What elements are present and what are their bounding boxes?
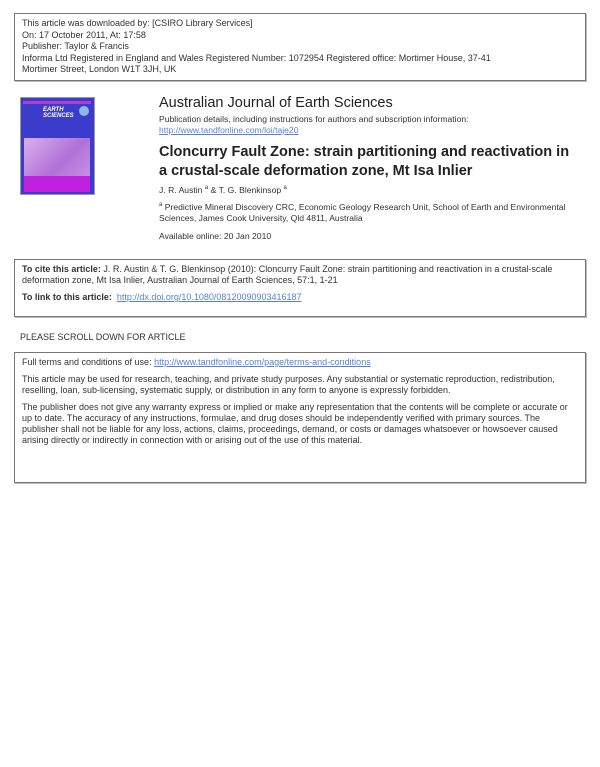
citation-box (14, 259, 586, 317)
terms-row: Full terms and conditions of use: http://www.tandfonline.com/page/terms-and-conditions (22, 357, 371, 367)
downloaded-by: This article was downloaded by: [CSIRO Library Services] (22, 18, 253, 28)
usage-terms: This article may be used for research, teaching, and private study purposes. Any substantial or systematic reproduction, redistribution, reselling, loan, sub-licensing, systematic supply, or distribution in any form to anyone is expressly forbidden. (22, 374, 555, 395)
authors: J. R. Austin $^a$ & T. G. Blenkinsop $^a$ (159, 184, 287, 195)
cover-logo: EARTH SCIENCES (43, 107, 74, 119)
article-title: Cloncurry Fault Zone: strain partitioning and reactivation in a crustal-scale deformation zone, Mt Isa Inlier (159, 144, 570, 179)
address: Mortimer Street, London W1T 3JH, UK (22, 64, 177, 74)
doi-link[interactable]: http://dx.doi.org/10.1080/08120090903416187 (116, 292, 302, 302)
article-header (159, 95, 579, 242)
journal-cover-image (20, 97, 95, 195)
journal-title: Australian Journal of Earth Sciences (159, 95, 393, 111)
download-info-box (14, 13, 586, 81)
scroll-notice: PLEASE SCROLL DOWN FOR ARTICLE (20, 332, 186, 342)
registration: Informa Ltd Registered in England and Wales Registered Number: 1072954 Registered office: Mortimer House, 37-41 (22, 52, 491, 63)
journal-link[interactable]: http://www.tandfonline.com/loi/taje20 (159, 124, 299, 135)
disclaimer: The publisher does not give any warranty express or implied or make any representation that the contents will be complete or accurate or up to date. The accuracy of any instructions, formulae, and drug doses should be independently verified with primary sources. The publisher shall not be liable for any loss, actions, claims, proceedings, demand, or costs or damages whatsoever or howsoever caused arising directly or indirectly in connection with or arising out of the use of this material. (22, 402, 568, 445)
citation: To cite this article: J. R. Austin & T. G. Blenkinsop (2010): Cloncurry Fault Zone: strain partitioning and reactivation in a crustal-scale deformation zone, Mt Isa Inlier, Australian Journal of Earth Sciences, 57:1, 1-21 (22, 264, 553, 285)
globe-icon (79, 106, 89, 116)
publication-details: Publication details, including instructions for authors and subscription information: (159, 114, 469, 124)
available-online: Available online: 20 Jan 2010 (159, 231, 272, 242)
publisher: Publisher: Taylor & Francis (22, 41, 129, 51)
article-link-row: To link to this article: http://dx.doi.org/10.1080/08120090903416187 (22, 292, 302, 302)
terms-link[interactable]: http://www.tandfonline.com/page/terms-and-conditions (154, 357, 371, 367)
affiliation: $^a$ Predictive Mineral Discovery CRC, Economic Geology Research Unit, School of Earth and Environmental Sciences, James Cook University, Qld 4811, Australia (159, 202, 566, 223)
terms-box (14, 352, 586, 483)
download-date: On: 17 October 2011, At: 17:58 (22, 29, 146, 40)
